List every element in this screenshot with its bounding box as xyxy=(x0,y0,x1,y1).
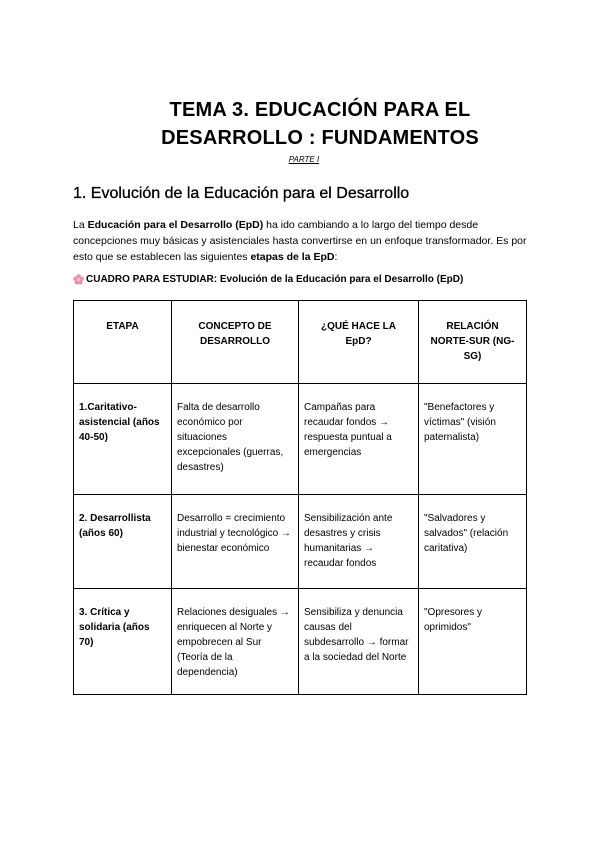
cell-que-hace: Sensibiliza y denuncia causas del subdesarrollo → formar a la sociedad del Norte xyxy=(299,589,419,695)
cell-que-hace: Sensibilización ante desastres y crisis humanitarias → recaudar fondos xyxy=(299,495,419,589)
title-line-2: DESARROLLO : FUNDAMENTOS xyxy=(161,127,479,149)
intro-text-a: La xyxy=(73,219,88,231)
header-etapa: ETAPA xyxy=(74,301,172,384)
table-header-row xyxy=(74,301,527,384)
subtitle: PARTE I xyxy=(288,155,320,164)
flower-icon xyxy=(73,274,84,285)
intro-text-c: : xyxy=(334,251,338,263)
intro-bold-epd: Educación para el Desarrollo (EpD) xyxy=(87,219,264,231)
cell-relacion: "Benefactores y víctimas" (visión paternalista) xyxy=(419,384,527,495)
table-row xyxy=(74,384,527,495)
title-line-1: TEMA 3. EDUCACIÓN PARA EL xyxy=(169,99,471,121)
header-concepto: CONCEPTO DE DESARROLLO xyxy=(172,301,299,384)
cell-relacion: "Opresores y oprimidos" xyxy=(419,589,527,695)
cuadro-label: CUADRO PARA ESTUDIAR: Evolución de la Educación para el Desarrollo (EpD) xyxy=(86,274,464,285)
page-title xyxy=(0,96,600,152)
cell-relacion: "Salvadores y salvados" (relación caritativa) xyxy=(419,495,527,589)
header-relacion: RELACIÓN NORTE-SUR (NG-SG) xyxy=(419,301,527,384)
intro-text-b: ha ido cambiando a lo largo del tiempo desde concepciones muy básicas y asistenciales hasta convertirse en un enfoque transformador. Es por esto que se establecen las siguientes xyxy=(73,219,527,263)
section-heading: 1. Evolución de la Educación para el Desarrollo xyxy=(73,185,410,202)
cell-etapa: 2. Desarrollista (años 60) xyxy=(74,495,172,589)
table-row xyxy=(74,589,527,695)
table-row xyxy=(74,495,527,589)
stages-table xyxy=(73,300,527,695)
cell-concepto: Desarrollo = crecimiento industrial y tecnológico → bienestar económico xyxy=(172,495,299,589)
cell-etapa: 3. Crítica y solidaria (años 70) xyxy=(74,589,172,695)
cell-que-hace: Campañas para recaudar fondos → respuesta puntual a emergencias xyxy=(299,384,419,495)
cuadro-heading xyxy=(73,274,463,285)
cell-etapa: 1.Caritativo-asistencial (años 40-50) xyxy=(74,384,172,495)
intro-bold-etapas: etapas de la EpD xyxy=(250,251,335,263)
cell-concepto: Relaciones desiguales → enriquecen al Norte y empobrecen al Sur (Teoría de la dependencia) xyxy=(172,589,299,695)
cell-concepto: Falta de desarrollo económico por situaciones excepcionales (guerras, desastres) xyxy=(172,384,299,495)
header-que-hace: ¿QUÉ HACE LA EpD? xyxy=(299,301,419,384)
intro-paragraph xyxy=(73,217,533,265)
